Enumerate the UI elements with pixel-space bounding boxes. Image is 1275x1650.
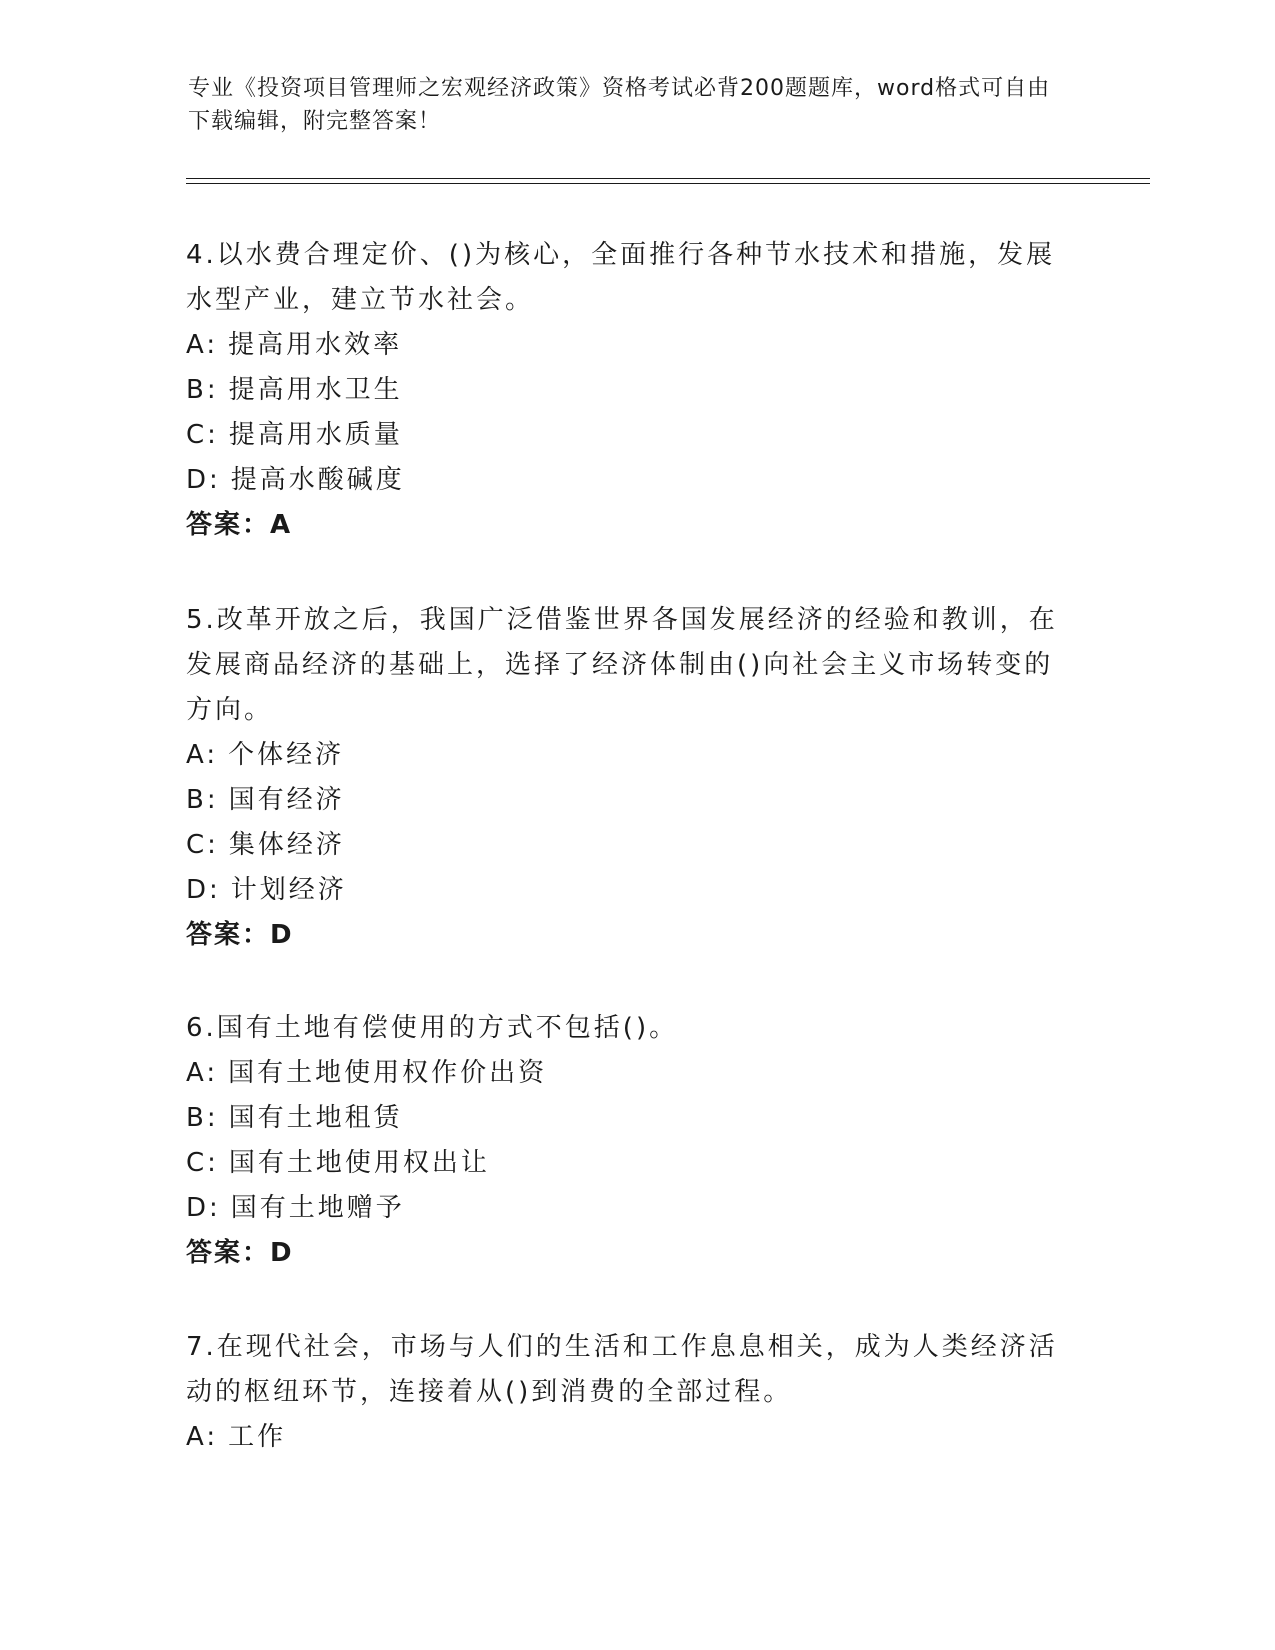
question-stem: 5.改革开放之后，我国广泛借鉴世界各国发展经济的经验和教训，在发展商品经济的基础上，选择了经济体制由()向社会主义市场转变的方向。 [186,605,1058,725]
option-text: 计划经济 [230,875,347,905]
question-block [186,1325,1066,1460]
option-letter: D: [186,465,221,495]
option-text: 工作 [228,1422,287,1452]
option-d [186,868,1066,913]
option-text: 国有土地租赁 [228,1103,403,1133]
question-stem: 4.以水费合理定价、()为核心，全面推行各种节水技术和措施，发展水型产业，建立节水社会。 [186,240,1056,315]
option-letter: C: [186,420,219,450]
option-a [186,1051,1066,1096]
option-text: 提高用水卫生 [228,375,403,405]
option-letter: A: [186,1422,219,1452]
answer-line: 答案：D [186,1238,294,1268]
option-text: 个体经济 [228,740,345,770]
answer-line: 答案：D [186,920,294,950]
option-text: 提高用水质量 [228,420,403,450]
option-letter: A: [186,330,219,360]
question-block [186,233,1066,548]
option-text: 国有经济 [228,785,345,815]
option-letter: B: [186,785,219,815]
option-text: 提高用水效率 [228,330,403,360]
option-c [186,823,1066,868]
option-b [186,368,1066,413]
option-letter: B: [186,1103,219,1133]
option-letter: C: [186,1148,219,1178]
option-c [186,1141,1066,1186]
question-block [186,1006,1066,1276]
option-b [186,1096,1066,1141]
option-text: 国有土地使用权出让 [228,1148,490,1178]
option-d [186,1186,1066,1231]
option-d [186,458,1066,503]
option-letter: D: [186,1193,221,1223]
option-c [186,413,1066,458]
option-text: 国有土地使用权作价出资 [228,1058,548,1088]
option-letter: A: [186,740,219,770]
header-divider-bottom [186,183,1150,184]
option-a [186,733,1066,778]
option-a [186,1415,1066,1460]
answer-line: 答案：A [186,510,293,540]
question-block [186,598,1066,958]
option-b [186,778,1066,823]
option-text: 国有土地赠予 [230,1193,405,1223]
option-text: 提高水酸碱度 [230,465,405,495]
document-header: 专业《投资项目管理师之宏观经济政策》资格考试必背200题题库，word格式可自由下载编辑，附完整答案！ [188,76,1051,134]
option-letter: D: [186,875,221,905]
option-a [186,323,1066,368]
question-stem: 7.在现代社会，市场与人们的生活和工作息息相关，成为人类经济活动的枢纽环节，连接着从()到消费的全部过程。 [186,1332,1058,1407]
option-letter: B: [186,375,219,405]
question-stem: 6.国有土地有偿使用的方式不包括()。 [186,1013,679,1043]
option-text: 集体经济 [228,830,345,860]
option-letter: C: [186,830,219,860]
header-divider-top [186,178,1150,179]
option-letter: A: [186,1058,219,1088]
